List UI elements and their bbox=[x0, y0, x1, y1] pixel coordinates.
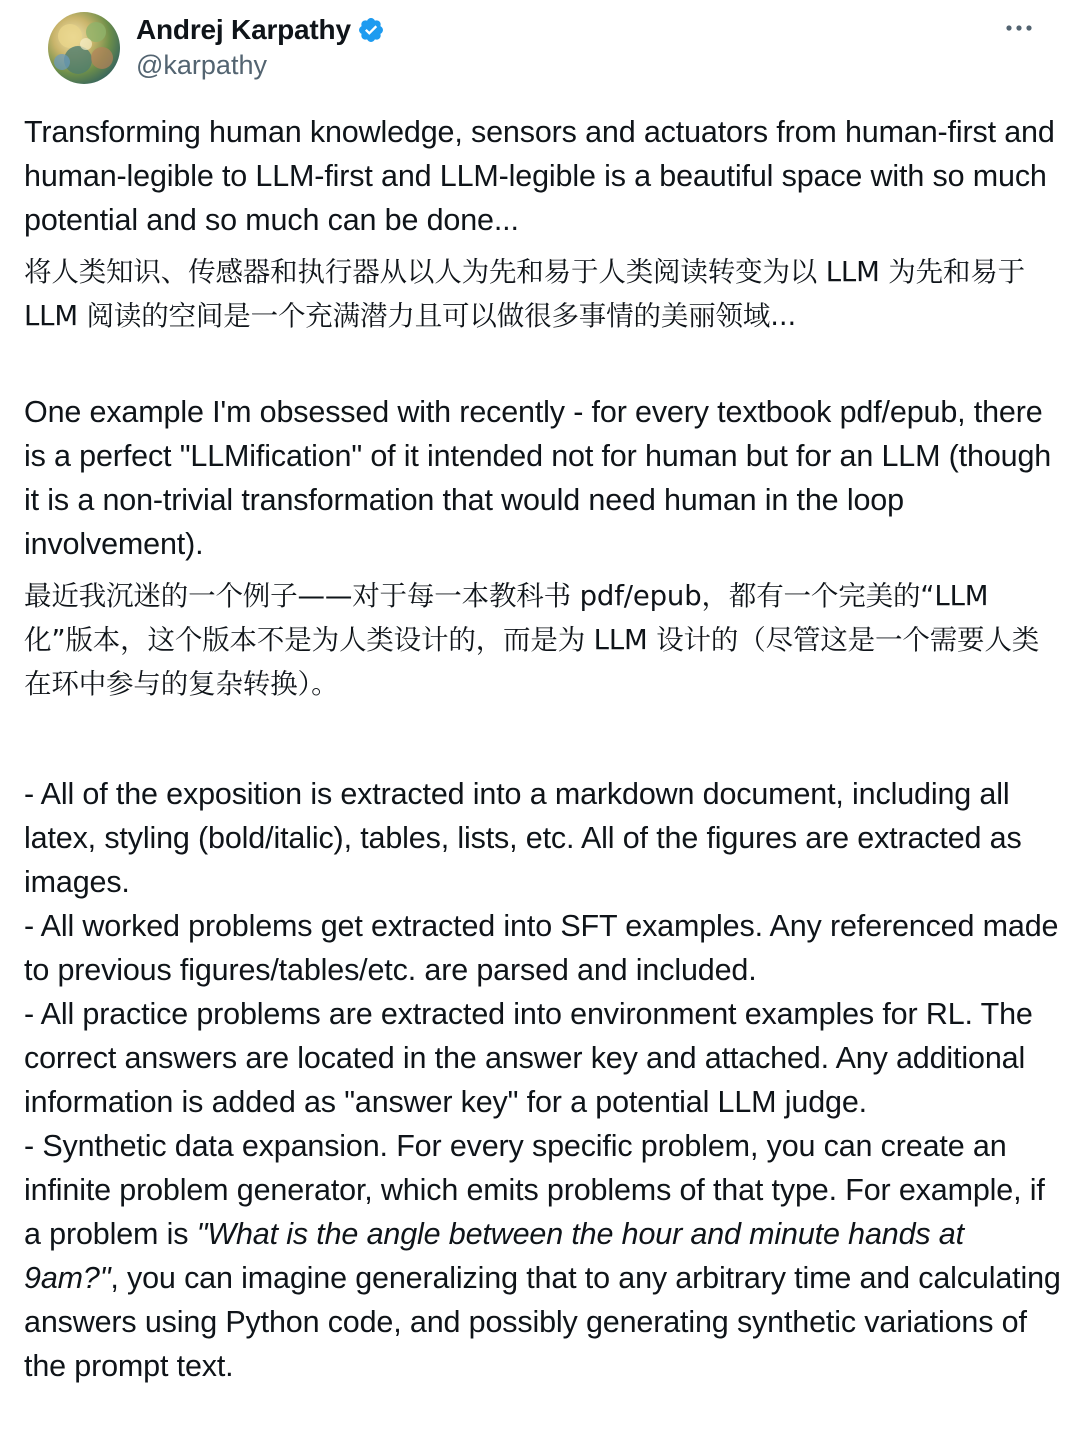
handle[interactable]: @karpathy bbox=[136, 50, 267, 80]
tweet-header bbox=[24, 0, 1056, 100]
paragraph-2: One example I'm obsessed with recently - for every textbook pdf/epub, there is a perfect "LLMification" of it intended not for human but for an LLM (though it is a non-trivial transformation that would need human in the loop involvement). bbox=[24, 395, 1052, 561]
paragraph-1-zh: 将人类知识、传感器和执行器从以人为先和易于人类阅读转变为以 LLM 为先和易于 LLM 阅读的空间是一个充满潜力且可以做很多事情的美丽领域... bbox=[24, 256, 1025, 332]
bullet-4 bbox=[24, 1124, 1064, 1388]
display-name[interactable]: Andrej Karpathy bbox=[136, 14, 351, 45]
avatar[interactable] bbox=[48, 12, 120, 84]
bullet-4-post: , you can imagine generalizing that to any arbitrary time and calculating answers using Python code, and possibly generating synthetic variations of the prompt text. bbox=[24, 1261, 1061, 1383]
bullet-1: - All of the exposition is extracted into a markdown document, including all latex, styling (bold/italic), tables, lists, etc. All of the figures are extracted as images. bbox=[24, 777, 1022, 899]
avatar-image bbox=[48, 12, 120, 84]
bullet-2: - All worked problems get extracted into SFT examples. Any referenced made to previous figures/tables/etc. are parsed and included. bbox=[24, 909, 1059, 987]
author-block bbox=[136, 12, 385, 81]
more-horizontal-icon[interactable] bbox=[1004, 18, 1034, 38]
name-row bbox=[136, 12, 385, 48]
paragraph-1: Transforming human knowledge, sensors and actuators from human-first and human-legible to LLM-first and LLM-legible is a beautiful space with so much potential and so much can be done... bbox=[24, 115, 1055, 237]
bullet-4-example: "What is the angle between the hour and minute hands at 9am?" bbox=[24, 1217, 964, 1295]
bullet-4-pre: - Synthetic data expansion. For every specific problem, you can create an infinite problem generator, which emits problems of that type. For example, if a problem is bbox=[24, 1129, 1045, 1251]
bullet-3: - All practice problems are extracted into environment examples for RL. The correct answers are located in the answer key and attached. Any additional information is added as "answer key" for a potential LLM judge. bbox=[24, 997, 1033, 1119]
paragraph-2-zh: 最近我沉迷的一个例子——对于每一本教科书 pdf/epub，都有一个完美的“LLM 化”版本，这个版本不是为人类设计的，而是为 LLM 设计的（尽管这是一个需要人类在环中参与的复杂转换）。 bbox=[24, 580, 1040, 700]
tweet-text bbox=[24, 110, 1064, 1388]
verified-badge-icon bbox=[357, 16, 385, 44]
